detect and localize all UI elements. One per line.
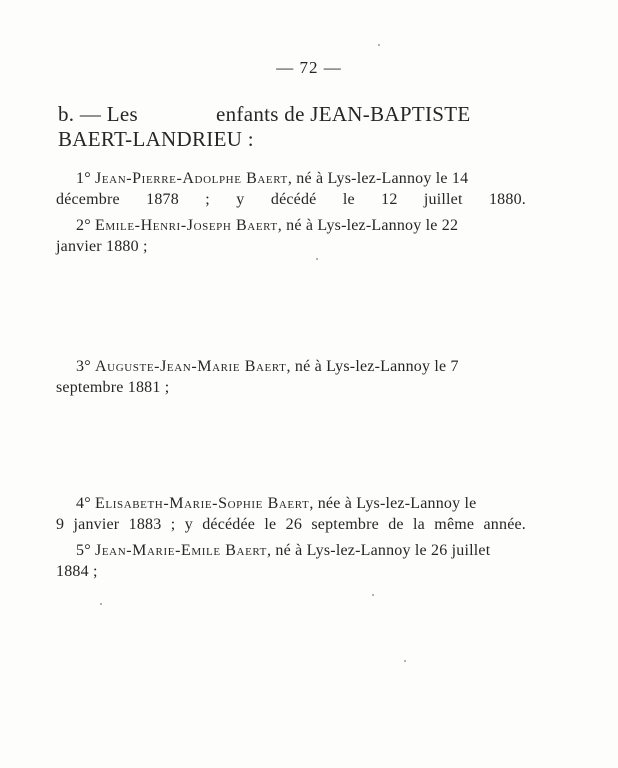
entry-name: Elisabeth-Marie-Sophie Baert [95, 495, 310, 512]
entry-continuation: décembre 1878 ; y décédé le 12 juillet 1880. [56, 191, 526, 208]
entry-birth: , né à Lys-lez-Lannoy le 22 [277, 217, 459, 234]
paper-speck [378, 44, 380, 46]
entry-birth: , né à Lys-lez-Lannoy le 26 juillet [266, 542, 491, 559]
entry-name: Jean-Pierre-Adolphe Baert [95, 170, 288, 187]
heading-line-2: BAERT-LANDRIEU : [58, 127, 254, 151]
paper-speck [100, 603, 102, 605]
entry-ordinal: 5° [76, 542, 91, 559]
entry-birth: , né à Lys-lez-Lannoy le 14 [287, 170, 469, 187]
section-heading [58, 102, 538, 152]
entry-ordinal: 1° [76, 170, 91, 187]
child-entry-1 [56, 168, 526, 210]
page-number: — 72 — [276, 58, 342, 77]
entry-name: Jean-Marie-Emile Baert [95, 542, 267, 559]
child-entry-2 [56, 215, 526, 257]
paper-speck [316, 258, 318, 260]
entry-continuation: septembre 1881 ; [56, 379, 170, 396]
child-entry-4 [56, 493, 526, 535]
entry-name: Auguste-Jean-Marie Baert [95, 358, 287, 375]
entry-name: Emile-Henri-Joseph Baert [95, 217, 278, 234]
entry-birth: , née à Lys-lez-Lannoy le [309, 495, 477, 512]
entry-continuation: janvier 1880 ; [56, 238, 148, 255]
entry-ordinal: 4° [76, 495, 91, 512]
entry-ordinal: 2° [76, 217, 91, 234]
paper-speck [404, 660, 406, 662]
entry-ordinal: 3° [76, 358, 91, 375]
child-entry-5 [56, 540, 526, 582]
heading-part-1: b. — Les [58, 102, 138, 126]
entry-continuation: 1884 ; [56, 563, 98, 580]
heading-part-2: enfants de JEAN-BAPTISTE [215, 102, 471, 126]
entry-continuation: 9 janvier 1883 ; y décédée le 26 septembre de la même année. [56, 516, 526, 533]
paper-speck [372, 594, 374, 596]
child-entry-3 [56, 356, 526, 398]
entry-birth: , né à Lys-lez-Lannoy le 7 [286, 358, 459, 375]
